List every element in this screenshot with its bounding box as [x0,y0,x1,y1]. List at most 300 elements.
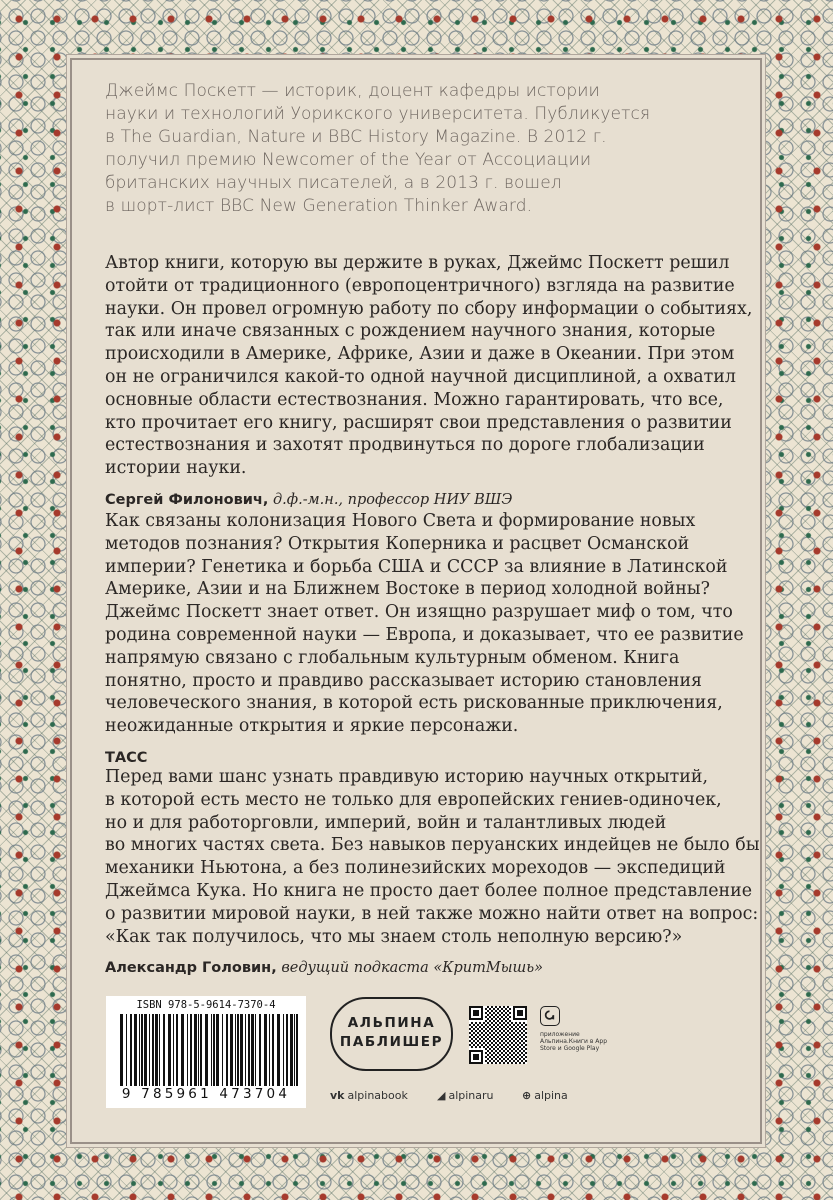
qr-module [499,1030,501,1032]
barcode-bar [235,1014,236,1086]
qr-module [523,1062,525,1064]
qr-module [485,1008,487,1010]
qr-module [517,1056,519,1058]
qr-module [503,1042,505,1044]
logo-line: АЛЬПИНА [347,1015,436,1031]
qr-module [519,1062,521,1064]
qr-module [507,1022,509,1024]
qr-module [475,1030,477,1032]
barcode-bar [216,1014,219,1086]
qr-module [493,1032,495,1034]
qr-module [521,1060,523,1062]
qr-module [513,1028,515,1030]
qr-module [503,1046,505,1048]
qr-module [491,1014,493,1016]
qr-module [477,1028,479,1030]
qr-module [483,1046,485,1048]
qr-module [483,1022,485,1024]
qr-module [515,1038,517,1040]
qr-module [487,1058,489,1060]
review-line: отойти от традиционного (европоцентричного) взгляда на развитие [105,275,735,296]
qr-module [497,1032,499,1034]
qr-module [491,1026,493,1028]
barcode-bar [222,1014,223,1086]
vk-icon: vk [330,1089,345,1102]
qr-code-icon [469,1006,527,1064]
qr-module [525,1036,527,1038]
barcode-bar [290,1014,293,1086]
review-line: человеческого знания, в которой есть рискованные приключения, [105,693,723,714]
barcode-bar [240,1014,243,1086]
qr-module [505,1056,507,1058]
qr-module [501,1012,503,1014]
qr-module [503,1026,505,1028]
qr-module [499,1010,501,1012]
qr-module [487,1018,489,1020]
review-role: д.ф.-м.н., профессор НИУ ВШЭ [272,491,513,508]
qr-module [521,1028,523,1030]
isbn-label: ISBN 978-5-9614-7370-4 [136,999,276,1011]
qr-module [493,1024,495,1026]
qr-module [517,1044,519,1046]
qr-module [499,1042,501,1044]
qr-module [491,1042,493,1044]
qr-module [509,1020,511,1022]
qr-module [493,1036,495,1038]
barcode-bar [120,1014,123,1086]
qr-module [505,1040,507,1042]
qr-module [519,1022,521,1024]
qr-module [497,1028,499,1030]
qr-module [499,1018,501,1020]
qr-module [471,1026,473,1028]
qr-finder [517,1010,523,1016]
qr-module [497,1020,499,1022]
qr-module [515,1050,517,1052]
qr-module [495,1042,497,1044]
bio-line: британских научных писателей, а в 2013 г. вошел [105,173,562,193]
qr-module [515,1022,517,1024]
qr-module [489,1048,491,1050]
review-line: но и для работорговли, империй, войн и талантливых людей [105,812,667,833]
qr-module [519,1058,521,1060]
qr-module [489,1012,491,1014]
qr-module [517,1024,519,1026]
bio-line: в шорт-лист BBC New Generation Thinker Award. [105,196,533,216]
qr-module [485,1060,487,1062]
qr-module [517,1048,519,1050]
qr-module [495,1062,497,1064]
qr-module [505,1020,507,1022]
qr-module [507,1030,509,1032]
qr-module [503,1058,505,1060]
qr-module [473,1044,475,1046]
review-line: во многих частях света. Без навыков перуанских индейцев не было бы [105,835,760,856]
qr-module [517,1028,519,1030]
qr-module [517,1060,519,1062]
qr-module [505,1036,507,1038]
qr-module [493,1040,495,1042]
qr-module [487,1062,489,1064]
qr-module [471,1034,473,1036]
qr-module [499,1014,501,1016]
qr-module [525,1028,527,1030]
qr-module [471,1042,473,1044]
barcode-bar [230,1014,233,1086]
qr-module [495,1010,497,1012]
qr-module [515,1034,517,1036]
qr-module [513,1048,515,1050]
qr-module [479,1030,481,1032]
qr-module [509,1056,511,1058]
barcode-bar [272,1014,274,1086]
qr-module [523,1046,525,1048]
barcode-bar [168,1014,171,1086]
qr-module [501,1032,503,1034]
barcode-bar [194,1014,197,1086]
qr-module [493,1060,495,1062]
review-filonovich [105,252,753,512]
qr-module [503,1034,505,1036]
qr-module [507,1050,509,1052]
qr-module [515,1042,517,1044]
qr-module [505,1028,507,1030]
qr-module [511,1042,513,1044]
qr-module [485,1036,487,1038]
qr-module [471,1038,473,1040]
qr-module [501,1024,503,1026]
qr-module [479,1046,481,1048]
qr-module [489,1044,491,1046]
qr-module [513,1060,515,1062]
qr-module [479,1038,481,1040]
qr-module [487,1026,489,1028]
qr-module [491,1038,493,1040]
barcode-bar [226,1014,228,1086]
qr-module [483,1030,485,1032]
qr-module [507,1006,509,1008]
isbn-barcode [106,996,306,1108]
qr-finder [473,1054,479,1060]
qr-module [491,1054,493,1056]
qr-module [509,1012,511,1014]
barcode-bar [155,1014,158,1086]
review-line: Автор книги, которую вы держите в руках, Джеймс Поскетт решил [105,253,730,273]
qr-module [501,1020,503,1022]
qr-module [511,1030,513,1032]
qr-module [513,1032,515,1034]
qr-module [495,1046,497,1048]
qr-module [499,1022,501,1024]
review-line: механики Ньютона, а без полинезийских мореходов — экспедиций [105,858,726,879]
qr-module [513,1036,515,1038]
qr-module [481,1036,483,1038]
qr-module [521,1024,523,1026]
qr-module [487,1038,489,1040]
barcode-bar [130,1014,132,1086]
qr-module [487,1034,489,1036]
qr-module [483,1042,485,1044]
barcode-bar [200,1014,202,1086]
review-signature [105,489,735,512]
qr-module [477,1040,479,1042]
qr-module [477,1024,479,1026]
review-author: ТАСС [105,749,148,766]
qr-module [489,1028,491,1030]
qr-module [523,1034,525,1036]
qr-module [471,1046,473,1048]
barcode-bar [296,1014,298,1086]
barcode-bar [187,1014,188,1086]
qr-module [497,1036,499,1038]
qr-module [509,1052,511,1054]
qr-module [525,1052,527,1054]
qr-module [507,1014,509,1016]
qr-module [485,1056,487,1058]
qr-module [507,1046,509,1048]
qr-module [521,1036,523,1038]
qr-module [523,1022,525,1024]
qr-module [511,1062,513,1064]
qr-module [515,1058,517,1060]
qr-module [499,1054,501,1056]
barcode-bar [139,1014,140,1086]
qr-module [491,1006,493,1008]
qr-module [519,1054,521,1056]
review-line: он не ограничился какой-то одной научной дисциплиной, а охватил [105,366,736,387]
qr-module [509,1024,511,1026]
review-line: основные области естествознания. Можно гарантировать, что все, [105,389,724,410]
barcode-bar [248,1014,250,1086]
qr-module [489,1036,491,1038]
qr-module [523,1038,525,1040]
qr-module [483,1034,485,1036]
qr-module [515,1046,517,1048]
qr-module [489,1020,491,1022]
qr-module [519,1026,521,1028]
review-line: так или иначе связанных с рождением научного знания, которые [105,321,716,342]
qr-module [489,1016,491,1018]
qr-module [493,1020,495,1022]
qr-module [495,1034,497,1036]
qr-module [509,1016,511,1018]
qr-module [501,1036,503,1038]
barcode-bar [152,1014,154,1086]
qr-module [499,1034,501,1036]
qr-module [495,1058,497,1060]
qr-module [489,1052,491,1054]
publisher-logo [330,997,453,1071]
barcode-bar [251,1014,254,1086]
review-line: неожиданные открытия и яркие персонажи. [105,716,519,737]
qr-module [497,1052,499,1054]
barcode-bar [190,1014,192,1086]
qr-module [493,1008,495,1010]
qr-module [475,1038,477,1040]
qr-module [495,1018,497,1020]
qr-module [493,1044,495,1046]
qr-module [511,1022,513,1024]
qr-module [493,1012,495,1014]
qr-module [517,1036,519,1038]
qr-module [491,1018,493,1020]
review-line: Как связаны колонизация Нового Света и формирование новых [105,511,696,531]
review-line: кто прочитает его книгу, расширят свои представления о развитии [105,412,732,433]
qr-module [507,1010,509,1012]
qr-module [519,1042,521,1044]
qr-module [491,1030,493,1032]
qr-module [503,1014,505,1016]
qr-module [511,1054,513,1056]
qr-module [479,1034,481,1036]
qr-module [501,1008,503,1010]
review-line: науки. Он провел огромную работу по сбору информации о событиях, [105,298,753,319]
qr-module [493,1056,495,1058]
barcode-bar [159,1014,160,1086]
qr-module [509,1044,511,1046]
qr-module [497,1056,499,1058]
qr-module [517,1040,519,1042]
qr-module [489,1032,491,1034]
qr-module [491,1058,493,1060]
barcode-bar [198,1014,199,1086]
qr-module [477,1032,479,1034]
qr-module [503,1054,505,1056]
qr-module [501,1040,503,1042]
qr-module [501,1044,503,1046]
qr-module [487,1054,489,1056]
barcode-digits: 9 785961 473704 [121,1086,291,1102]
qr-module [503,1038,505,1040]
qr-module [503,1018,505,1020]
qr-module [485,1020,487,1022]
qr-module [519,1046,521,1048]
qr-module [499,1058,501,1060]
vk-handle: alpinabook [347,1089,408,1102]
review-line: истории науки. [105,458,247,479]
qr-module [499,1026,501,1028]
qr-module [519,1030,521,1032]
qr-module [493,1052,495,1054]
qr-module [487,1010,489,1012]
author-bio [105,80,735,218]
bio-line: науки и технологий Уорикского университета. Публикуется [105,104,651,124]
qr-module [489,1024,491,1026]
qr-module [525,1060,527,1062]
qr-module [469,1028,471,1030]
qr-module [503,1030,505,1032]
qr-module [485,1024,487,1026]
qr-module [507,1034,509,1036]
qr-module [507,1054,509,1056]
qr-module [469,1036,471,1038]
review-line: Перед вами шанс узнать правдивую историю научных открытий, [105,767,709,787]
qr-module [519,1050,521,1052]
qr-module [479,1042,481,1044]
qr-module [503,1006,505,1008]
qr-module [505,1016,507,1018]
barcode-bar [283,1014,284,1086]
qr-module [497,1040,499,1042]
qr-module [521,1048,523,1050]
site-handle: alpina [534,1089,568,1102]
review-line: «Как так получилось, что мы знаем столь неполную версию?» [105,926,683,947]
qr-module [487,1042,489,1044]
qr-module [487,1006,489,1008]
qr-module [487,1046,489,1048]
barcode-bar [211,1014,212,1086]
qr-module [505,1024,507,1026]
telegram-link[interactable] [437,1089,494,1102]
qr-module [497,1044,499,1046]
barcode-bar [286,1014,288,1086]
qr-module [479,1022,481,1024]
qr-module [513,1052,515,1054]
qr-module [473,1040,475,1042]
app-store-text: приложение Альпина.Книги в App Store и Google Play [540,1031,608,1052]
qr-module [513,1044,515,1046]
review-line: родина современной науки — Европа, и доказывает, что ее развитие [105,624,744,645]
qr-module [487,1022,489,1024]
qr-module [495,1026,497,1028]
review-line: Америке, Азии и на Ближнем Востоке в период холодной войны? [105,579,710,600]
qr-module [485,1052,487,1054]
qr-module [489,1008,491,1010]
qr-module [519,1038,521,1040]
qr-module [513,1024,515,1026]
qr-module [473,1036,475,1038]
qr-module [501,1048,503,1050]
qr-module [507,1062,509,1064]
barcode-bar [173,1014,174,1086]
qr-module [509,1008,511,1010]
qr-module [509,1048,511,1050]
qr-module [469,1032,471,1034]
qr-module [503,1022,505,1024]
qr-module [501,1028,503,1030]
barcode-bar [237,1014,239,1086]
qr-module [481,1044,483,1046]
qr-module [491,1050,493,1052]
qr-module [513,1056,515,1058]
qr-module [485,1032,487,1034]
review-signature [105,957,735,980]
qr-module [487,1030,489,1032]
qr-module [509,1036,511,1038]
qr-module [523,1054,525,1056]
qr-module [525,1056,527,1058]
qr-module [515,1062,517,1064]
app-letter-icon [541,1007,558,1024]
review-line: напрямую связано с глобальным культурным обменом. Книга [105,647,680,668]
review-line: о развитии мировой науки, в ней также можно найти ответ на вопрос: [105,903,759,924]
qr-module [519,1034,521,1036]
qr-module [497,1016,499,1018]
barcode-bar [264,1014,267,1086]
qr-module [491,1034,493,1036]
qr-module [485,1012,487,1014]
review-author: Александр Головин, [105,960,277,977]
qr-module [485,1044,487,1046]
site-link[interactable] [522,1089,568,1102]
review-golovin [105,766,760,980]
qr-module [495,1050,497,1052]
qr-module [493,1048,495,1050]
qr-module [485,1028,487,1030]
vk-link[interactable] [330,1089,408,1102]
review-line: Джеймса Кука. Но книга не просто дает более полное представление [105,880,753,901]
qr-module [497,1060,499,1062]
